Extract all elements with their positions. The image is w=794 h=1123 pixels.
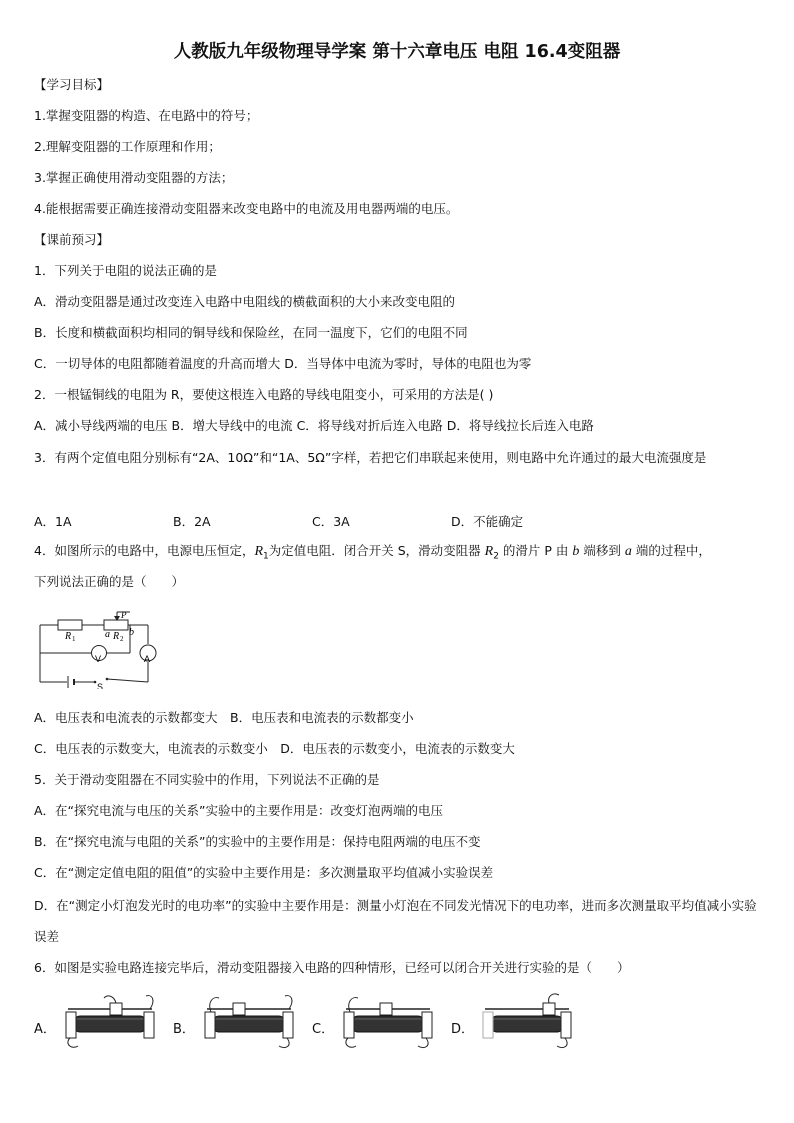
q6-option-c-label: C． (312, 1022, 335, 1037)
q4-stem: 4．如图所示的电路中，电源电压恒定，$R_1$为定值电阻．闭合开关 S，滑动变阻器 $R_2$ 的滑片 P 由 b 端移到 a 端的过程中， (34, 543, 711, 562)
r2-symbol: R (484, 544, 494, 559)
end-b-label: b (129, 627, 134, 638)
q5-option-b: B．在“探究电流与电阻的关系”的实验中的主要作用是：保持电阻两端的电压不变 (34, 834, 481, 849)
slider-p-label: P (121, 610, 127, 620)
circuit-diagram (34, 607, 159, 689)
voltmeter-label: V (95, 654, 102, 664)
q3-options (34, 512, 764, 530)
q6-options (34, 992, 764, 1062)
q1-option-cd: C．一切导体的电阻都随着温度的升高而增大 D．当导体中电流为零时，导体的电阻也为零 (34, 356, 532, 371)
objective-item-3: 3.掌握正确使用滑动变阻器的方法； (34, 170, 234, 185)
q2-options: A．减小导线两端的电压 B．增大导线中的电流 C．将导线对折后连入电路 D．将导线拉长后连入电路 (34, 418, 594, 433)
rheostat-b-image (203, 992, 298, 1052)
q1-option-b: B．长度和横截面积均相同的铜导线和保险丝，在同一温度下，它们的电阻不同 (34, 325, 468, 340)
end-a-label: a (105, 629, 110, 640)
r1-sub: 1 (72, 635, 76, 643)
r1-resistor (58, 620, 82, 630)
q2-stem: 2．一根锰铜线的电阻为 R，要使这根连入电路的导线电阻变小，可采用的方法是( ) (34, 387, 494, 402)
q4-option-ab: A．电压表和电流表的示数都变大 B．电压表和电流表的示数都变小 (34, 710, 414, 725)
r2-label: R (113, 631, 120, 642)
r1-symbol: R (254, 544, 264, 559)
q1-option-a: A．滑动变阻器是通过改变连入电路中电阻线的横截面积的大小来改变电阻的 (34, 294, 456, 309)
q5-option-c: C．在“测定定值电阻的阻值”的实验中主要作用是：多次测量取平均值减小实验误差 (34, 865, 494, 880)
r1-label: R (65, 631, 72, 642)
objective-item-4: 4.能根据需要正确连接滑动变阻器来改变电路中的电流及用电器两端的电压。 (34, 201, 459, 216)
q1-stem: 1．下列关于电阻的说法正确的是 (34, 263, 217, 278)
rheostat-c-image (342, 992, 437, 1052)
rheostat-d-image (481, 992, 576, 1052)
q3-option-b: B．2A (173, 514, 211, 529)
objectives-heading: 【学习目标】 (34, 77, 110, 92)
q3-option-d: D．不能确定 (451, 514, 524, 529)
objective-item-2: 2.理解变阻器的工作原理和作用； (34, 139, 221, 154)
q3-stem: 3．有两个定值电阻分别标有“2A、10Ω”和“1A、5Ω”字样，若把它们串联起来使用，则电路中允许通过的最大电流强度是 (34, 450, 707, 465)
q3-option-a: A．1A (34, 514, 72, 529)
switch-contact-icon (94, 681, 97, 684)
objective-item-1: 1.掌握变阻器的构造、在电路中的符号； (34, 108, 259, 123)
q3-option-c: C．3A (312, 514, 350, 529)
r2-sub: 2 (120, 635, 124, 643)
q6-option-b-label: B． (173, 1022, 195, 1037)
q5-option-d: D．在“测定小灯泡发光时的电功率”的实验中主要作用是：测量小灯泡在不同发光情况下的电功率，进而多次测量取平均值减小实验误差 (34, 898, 757, 944)
preview-heading: 【课前预习】 (34, 232, 110, 247)
page-title: 人教版九年级物理导学案 第十六章电压 电阻 16.4变阻器 (173, 42, 621, 62)
q6-option-d-label: D． (451, 1022, 475, 1037)
ammeter-label: A (144, 654, 151, 664)
q5-option-a: A．在“探究电流与电压的关系”实验中的主要作用是：改变灯泡两端的电压 (34, 803, 444, 818)
switch-label: S (97, 682, 104, 689)
q5-stem: 5．关于滑动变阻器在不同实验中的作用，下列说法不正确的是 (34, 772, 380, 787)
q6-stem: 6．如图是实验电路连接完毕后，滑动变阻器接入电路的四种情形，已经可以闭合开关进行实验的是（ ） (34, 960, 630, 975)
rheostat-a-image (64, 992, 159, 1052)
switch-contact-icon (106, 678, 109, 681)
q6-option-a-label: A． (34, 1022, 56, 1037)
q4-stem-line2: 下列说法正确的是（ ） (34, 574, 185, 589)
q4-option-cd: C．电压表的示数变大，电流表的示数变小 D．电压表的示数变小，电流表的示数变大 (34, 741, 515, 756)
